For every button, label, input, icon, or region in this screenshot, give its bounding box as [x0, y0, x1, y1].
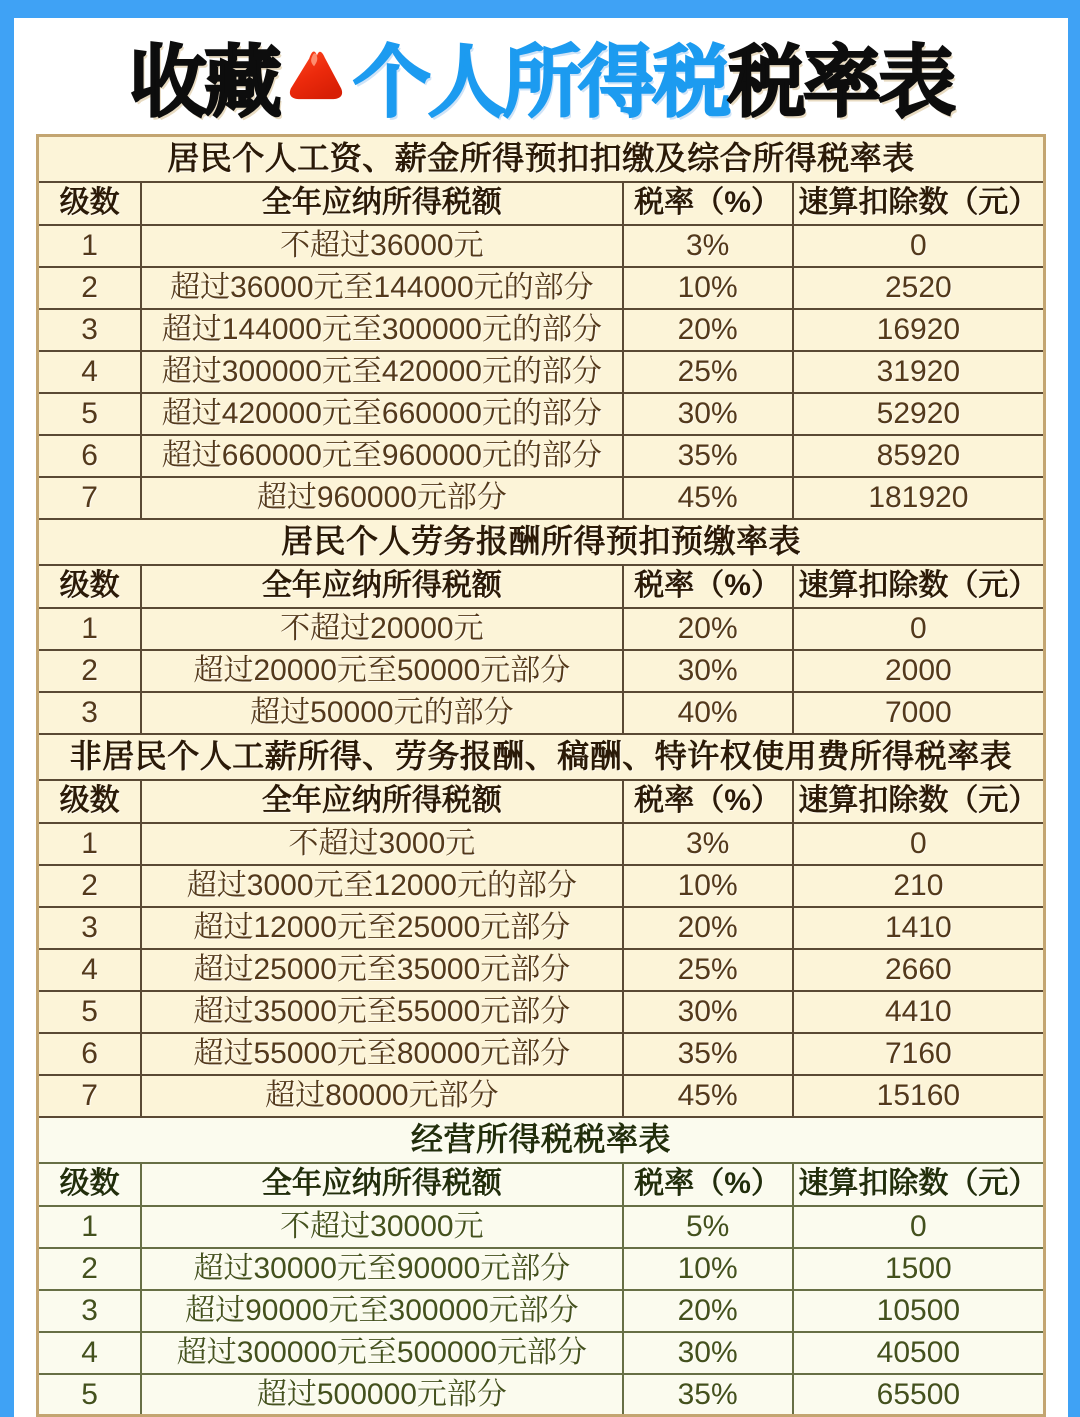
table-row: [38, 1075, 1045, 1117]
cell-level: 1: [38, 225, 142, 267]
cell-rate: 30%: [623, 1332, 793, 1374]
cell-income-range: 不超过36000元: [141, 225, 622, 267]
table-row: [38, 949, 1045, 991]
cell-rate: 45%: [623, 1075, 793, 1117]
cell-rate: 20%: [623, 309, 793, 351]
cell-quick-deduction: 1410: [793, 907, 1045, 949]
cell-quick-deduction: 15160: [793, 1075, 1045, 1117]
cell-quick-deduction: 2520: [793, 267, 1045, 309]
cell-income-range: 超过12000元至25000元部分: [141, 907, 622, 949]
cell-quick-deduction: 0: [793, 608, 1045, 650]
cell-income-range: 不超过3000元: [141, 823, 622, 865]
cell-quick-deduction: 1500: [793, 1248, 1045, 1290]
column-header-3: 税率（%）: [623, 1163, 793, 1206]
cell-level: 2: [38, 650, 142, 692]
cell-level: 3: [38, 309, 142, 351]
cell-level: 3: [38, 907, 142, 949]
table-row: [38, 865, 1045, 907]
cell-level: 7: [38, 477, 142, 519]
column-header-2: 全年应纳所得税额: [141, 565, 622, 608]
cell-income-range: 超过90000元至300000元部分: [141, 1290, 622, 1332]
table-row: [38, 1206, 1045, 1248]
section-title: 居民个人劳务报酬所得预扣预缴率表: [38, 519, 1045, 565]
table-row: [38, 608, 1045, 650]
cell-quick-deduction: 16920: [793, 309, 1045, 351]
table-row: [38, 1290, 1045, 1332]
table-row: [38, 435, 1045, 477]
cell-quick-deduction: 2660: [793, 949, 1045, 991]
cell-quick-deduction: 181920: [793, 477, 1045, 519]
cell-level: 7: [38, 1075, 142, 1117]
table-row: [38, 1248, 1045, 1290]
cell-rate: 20%: [623, 608, 793, 650]
column-header-2: 全年应纳所得税额: [141, 780, 622, 823]
cell-rate: 5%: [623, 1206, 793, 1248]
cell-quick-deduction: 85920: [793, 435, 1045, 477]
table-row: [38, 823, 1045, 865]
cell-income-range: 超过55000元至80000元部分: [141, 1033, 622, 1075]
cell-level: 1: [38, 823, 142, 865]
table-row: [38, 991, 1045, 1033]
table-section-2: [38, 519, 1045, 734]
cell-quick-deduction: 210: [793, 865, 1045, 907]
cell-level: 1: [38, 1206, 142, 1248]
cell-rate: 35%: [623, 1374, 793, 1416]
table-row: [38, 1033, 1045, 1075]
cell-quick-deduction: 7000: [793, 692, 1045, 734]
table-row: [38, 267, 1045, 309]
cell-level: 2: [38, 1248, 142, 1290]
cell-income-range: 超过25000元至35000元部分: [141, 949, 622, 991]
cell-rate: 10%: [623, 267, 793, 309]
cell-income-range: 超过3000元至12000元的部分: [141, 865, 622, 907]
cell-rate: 30%: [623, 991, 793, 1033]
section-title: 居民个人工资、薪金所得预扣扣缴及综合所得税率表: [38, 136, 1045, 182]
cell-income-range: 超过420000元至660000元的部分: [141, 393, 622, 435]
cell-income-range: 超过660000元至960000元的部分: [141, 435, 622, 477]
cell-rate: 20%: [623, 907, 793, 949]
cell-level: 4: [38, 351, 142, 393]
cell-level: 2: [38, 267, 142, 309]
cell-rate: 30%: [623, 650, 793, 692]
table-row: [38, 393, 1045, 435]
column-header-4: 速算扣除数（元）: [793, 565, 1045, 608]
cell-income-range: 超过80000元部分: [141, 1075, 622, 1117]
table-section-3: [38, 734, 1045, 1117]
cell-rate: 35%: [623, 435, 793, 477]
column-header-3: 税率（%）: [623, 565, 793, 608]
column-header-1: 级数: [38, 1163, 142, 1206]
cell-income-range: 超过36000元至144000元的部分: [141, 267, 622, 309]
title-part-ratetable: 税率表: [728, 38, 954, 126]
cell-income-range: 超过50000元的部分: [141, 692, 622, 734]
column-header-2: 全年应纳所得税额: [141, 182, 622, 225]
cell-rate: 10%: [623, 865, 793, 907]
cell-level: 4: [38, 949, 142, 991]
cell-income-range: 超过300000元至420000元的部分: [141, 351, 622, 393]
cell-income-range: 超过144000元至300000元的部分: [141, 309, 622, 351]
table-row: [38, 225, 1045, 267]
cell-income-range: 超过960000元部分: [141, 477, 622, 519]
column-header-1: 级数: [38, 780, 142, 823]
cell-quick-deduction: 0: [793, 823, 1045, 865]
cell-level: 6: [38, 1033, 142, 1075]
cell-rate: 3%: [623, 225, 793, 267]
cell-income-range: 超过35000元至55000元部分: [141, 991, 622, 1033]
cell-level: 2: [38, 865, 142, 907]
cell-level: 5: [38, 991, 142, 1033]
cell-quick-deduction: 0: [793, 1206, 1045, 1248]
cell-level: 1: [38, 608, 142, 650]
cell-income-range: 不超过30000元: [141, 1206, 622, 1248]
table-row: [38, 351, 1045, 393]
cell-rate: 40%: [623, 692, 793, 734]
cell-rate: 3%: [623, 823, 793, 865]
cell-income-range: 超过30000元至90000元部分: [141, 1248, 622, 1290]
cell-quick-deduction: 65500: [793, 1374, 1045, 1416]
cell-quick-deduction: 40500: [793, 1332, 1045, 1374]
table-section-4: [38, 1117, 1045, 1416]
table-section-1: [38, 136, 1045, 519]
cell-rate: 35%: [623, 1033, 793, 1075]
section-title: 非居民个人工薪所得、劳务报酬、稿酬、特许权使用费所得税率表: [38, 734, 1045, 780]
title-part-collect: 收藏: [128, 38, 279, 126]
column-header-3: 税率（%）: [623, 182, 793, 225]
cell-income-range: 超过20000元至50000元部分: [141, 650, 622, 692]
cell-income-range: 超过300000元至500000元部分: [141, 1332, 622, 1374]
tax-rate-table: [36, 134, 1046, 1417]
cell-rate: 45%: [623, 477, 793, 519]
cell-rate: 25%: [623, 351, 793, 393]
cell-quick-deduction: 7160: [793, 1033, 1045, 1075]
cell-level: 5: [38, 1374, 142, 1416]
cell-level: 6: [38, 435, 142, 477]
cell-quick-deduction: 2000: [793, 650, 1045, 692]
cell-income-range: 超过500000元部分: [141, 1374, 622, 1416]
cell-level: 3: [38, 692, 142, 734]
column-header-2: 全年应纳所得税额: [141, 1163, 622, 1206]
cell-level: 4: [38, 1332, 142, 1374]
column-header-4: 速算扣除数（元）: [793, 1163, 1045, 1206]
cell-level: 5: [38, 393, 142, 435]
table-row: [38, 1374, 1045, 1416]
cell-quick-deduction: 52920: [793, 393, 1045, 435]
column-header-1: 级数: [38, 565, 142, 608]
cell-quick-deduction: 10500: [793, 1290, 1045, 1332]
cell-quick-deduction: 4410: [793, 991, 1045, 1033]
cell-level: 3: [38, 1290, 142, 1332]
table-row: [38, 692, 1045, 734]
cell-income-range: 不超过20000元: [141, 608, 622, 650]
page-content: [14, 18, 1068, 1417]
cell-rate: 20%: [623, 1290, 793, 1332]
cell-rate: 30%: [623, 393, 793, 435]
table-row: [38, 650, 1045, 692]
table-row: [38, 477, 1045, 519]
cell-quick-deduction: 31920: [793, 351, 1045, 393]
cell-rate: 10%: [623, 1248, 793, 1290]
column-header-4: 速算扣除数（元）: [793, 182, 1045, 225]
section-title: 经营所得税税率表: [38, 1117, 1045, 1163]
title-part-tax: 个人所得税: [352, 38, 728, 126]
page-title: [14, 28, 1068, 124]
table-row: [38, 1332, 1045, 1374]
column-header-3: 税率（%）: [623, 780, 793, 823]
column-header-4: 速算扣除数（元）: [793, 780, 1045, 823]
cell-rate: 25%: [623, 949, 793, 991]
table-row: [38, 309, 1045, 351]
table-row: [38, 907, 1045, 949]
column-header-1: 级数: [38, 182, 142, 225]
cell-quick-deduction: 0: [793, 225, 1045, 267]
red-mountain-icon: [285, 43, 347, 109]
